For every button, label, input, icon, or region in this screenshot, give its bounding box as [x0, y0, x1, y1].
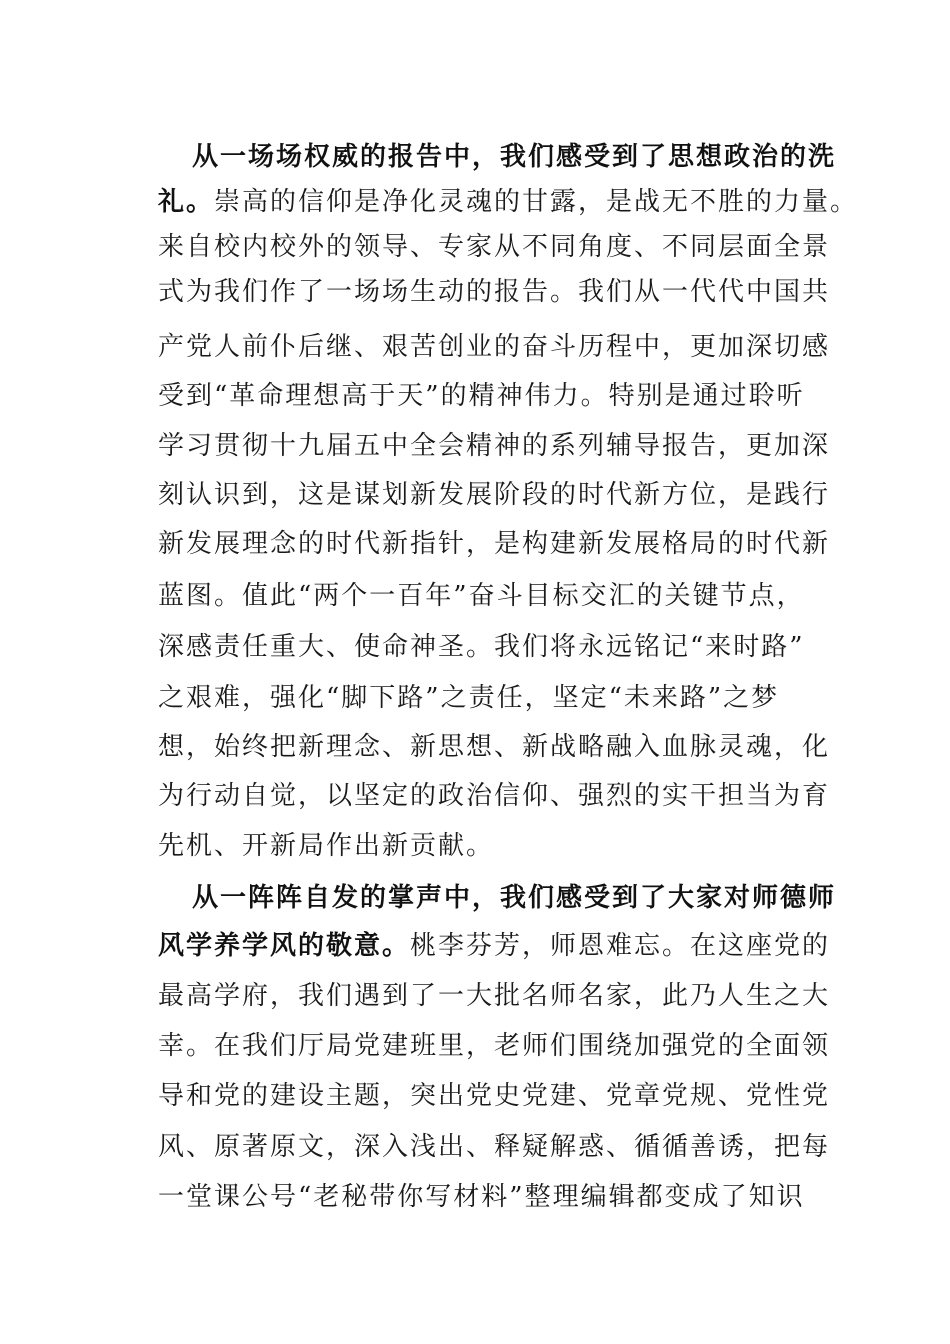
body-text: 刻认识到，这是谋划新发展阶段的时代新方位，是践行 [158, 480, 831, 510]
text-line [158, 1076, 831, 1116]
text-line [158, 272, 831, 312]
body-text: 导和党的建设主题，突出党史党建、党章党规、党性党 [158, 1081, 831, 1111]
body-text: 一堂课公号“老秘带你写材料”整理编辑都变成了知识 [158, 1182, 805, 1212]
text-line [158, 776, 831, 816]
bold-lead: 礼。 [158, 187, 215, 217]
body-text: 来自校内校外的领导、专家从不同角度、不同层面全景 [158, 232, 831, 262]
text-line [158, 976, 831, 1016]
text-line [158, 1177, 818, 1217]
body-text: 深感责任重大、使命神圣。我们将永远铭记“来时路” [158, 632, 805, 662]
body-text: 桃李芬芳，师恩难忘。在这座党的 [410, 931, 831, 961]
text-line [158, 327, 831, 367]
text-line [158, 227, 831, 267]
body-text: 式为我们作了一场场生动的报告。我们从一代代中国共 [158, 277, 831, 307]
text-line [158, 1026, 831, 1066]
text-line [158, 376, 818, 416]
body-text: 产党人前仆后继、艰苦创业的奋斗历程中，更加深切感 [158, 332, 831, 362]
body-text: 学习贯彻十九届五中全会精神的系列辅导报告，更加深 [158, 431, 831, 461]
body-text: 受到“革命理想高于天”的精神伟力。特别是通过聆听 [158, 381, 805, 411]
text-line [158, 627, 818, 667]
body-text: 之艰难，强化“脚下路”之责任，坚定“未来路”之梦 [158, 683, 780, 713]
text-line [158, 576, 818, 616]
body-text: 风、原著原文，深入浅出、释疑解惑、循循善诱，把每 [158, 1132, 831, 1162]
body-text: 幸。在我们厅局党建班里，老师们围绕加强党的全面领 [158, 1031, 831, 1061]
text-line [158, 1127, 831, 1167]
text-line [158, 426, 831, 466]
text-line [158, 524, 831, 564]
text-line [158, 678, 818, 718]
text-line [158, 475, 831, 515]
bold-lead: 风学养学风的敬意。 [158, 931, 411, 961]
bold-lead: 从一阵阵自发的掌声中，我们感受到了大家对师德师 [192, 883, 837, 913]
text-line [158, 182, 859, 222]
body-text: 新发展理念的时代新指针，是构建新发展格局的时代新 [158, 529, 831, 559]
body-text: 最高学府，我们遇到了一大批名师名家，此乃人生之大 [158, 981, 831, 1011]
text-line [192, 878, 837, 918]
bold-lead: 从一场场权威的报告中，我们感受到了思想政治的洗 [192, 142, 837, 172]
body-text: 先机、开新局作出新贡献。 [158, 831, 495, 861]
text-line [158, 826, 818, 866]
text-line [192, 137, 837, 177]
text-line [158, 926, 831, 966]
body-text: 为行动自觉，以坚定的政治信仰、强烈的实干担当为育 [158, 781, 831, 811]
body-text: 崇高的信仰是净化灵魂的甘露，是战无不胜的力量。 [214, 187, 859, 217]
body-text: 蓝图。值此“两个一百年”奋斗目标交汇的关键节点， [158, 581, 805, 611]
body-text: 想，始终把新理念、新思想、新战略融入血脉灵魂，化 [158, 732, 831, 762]
text-line [158, 727, 831, 767]
